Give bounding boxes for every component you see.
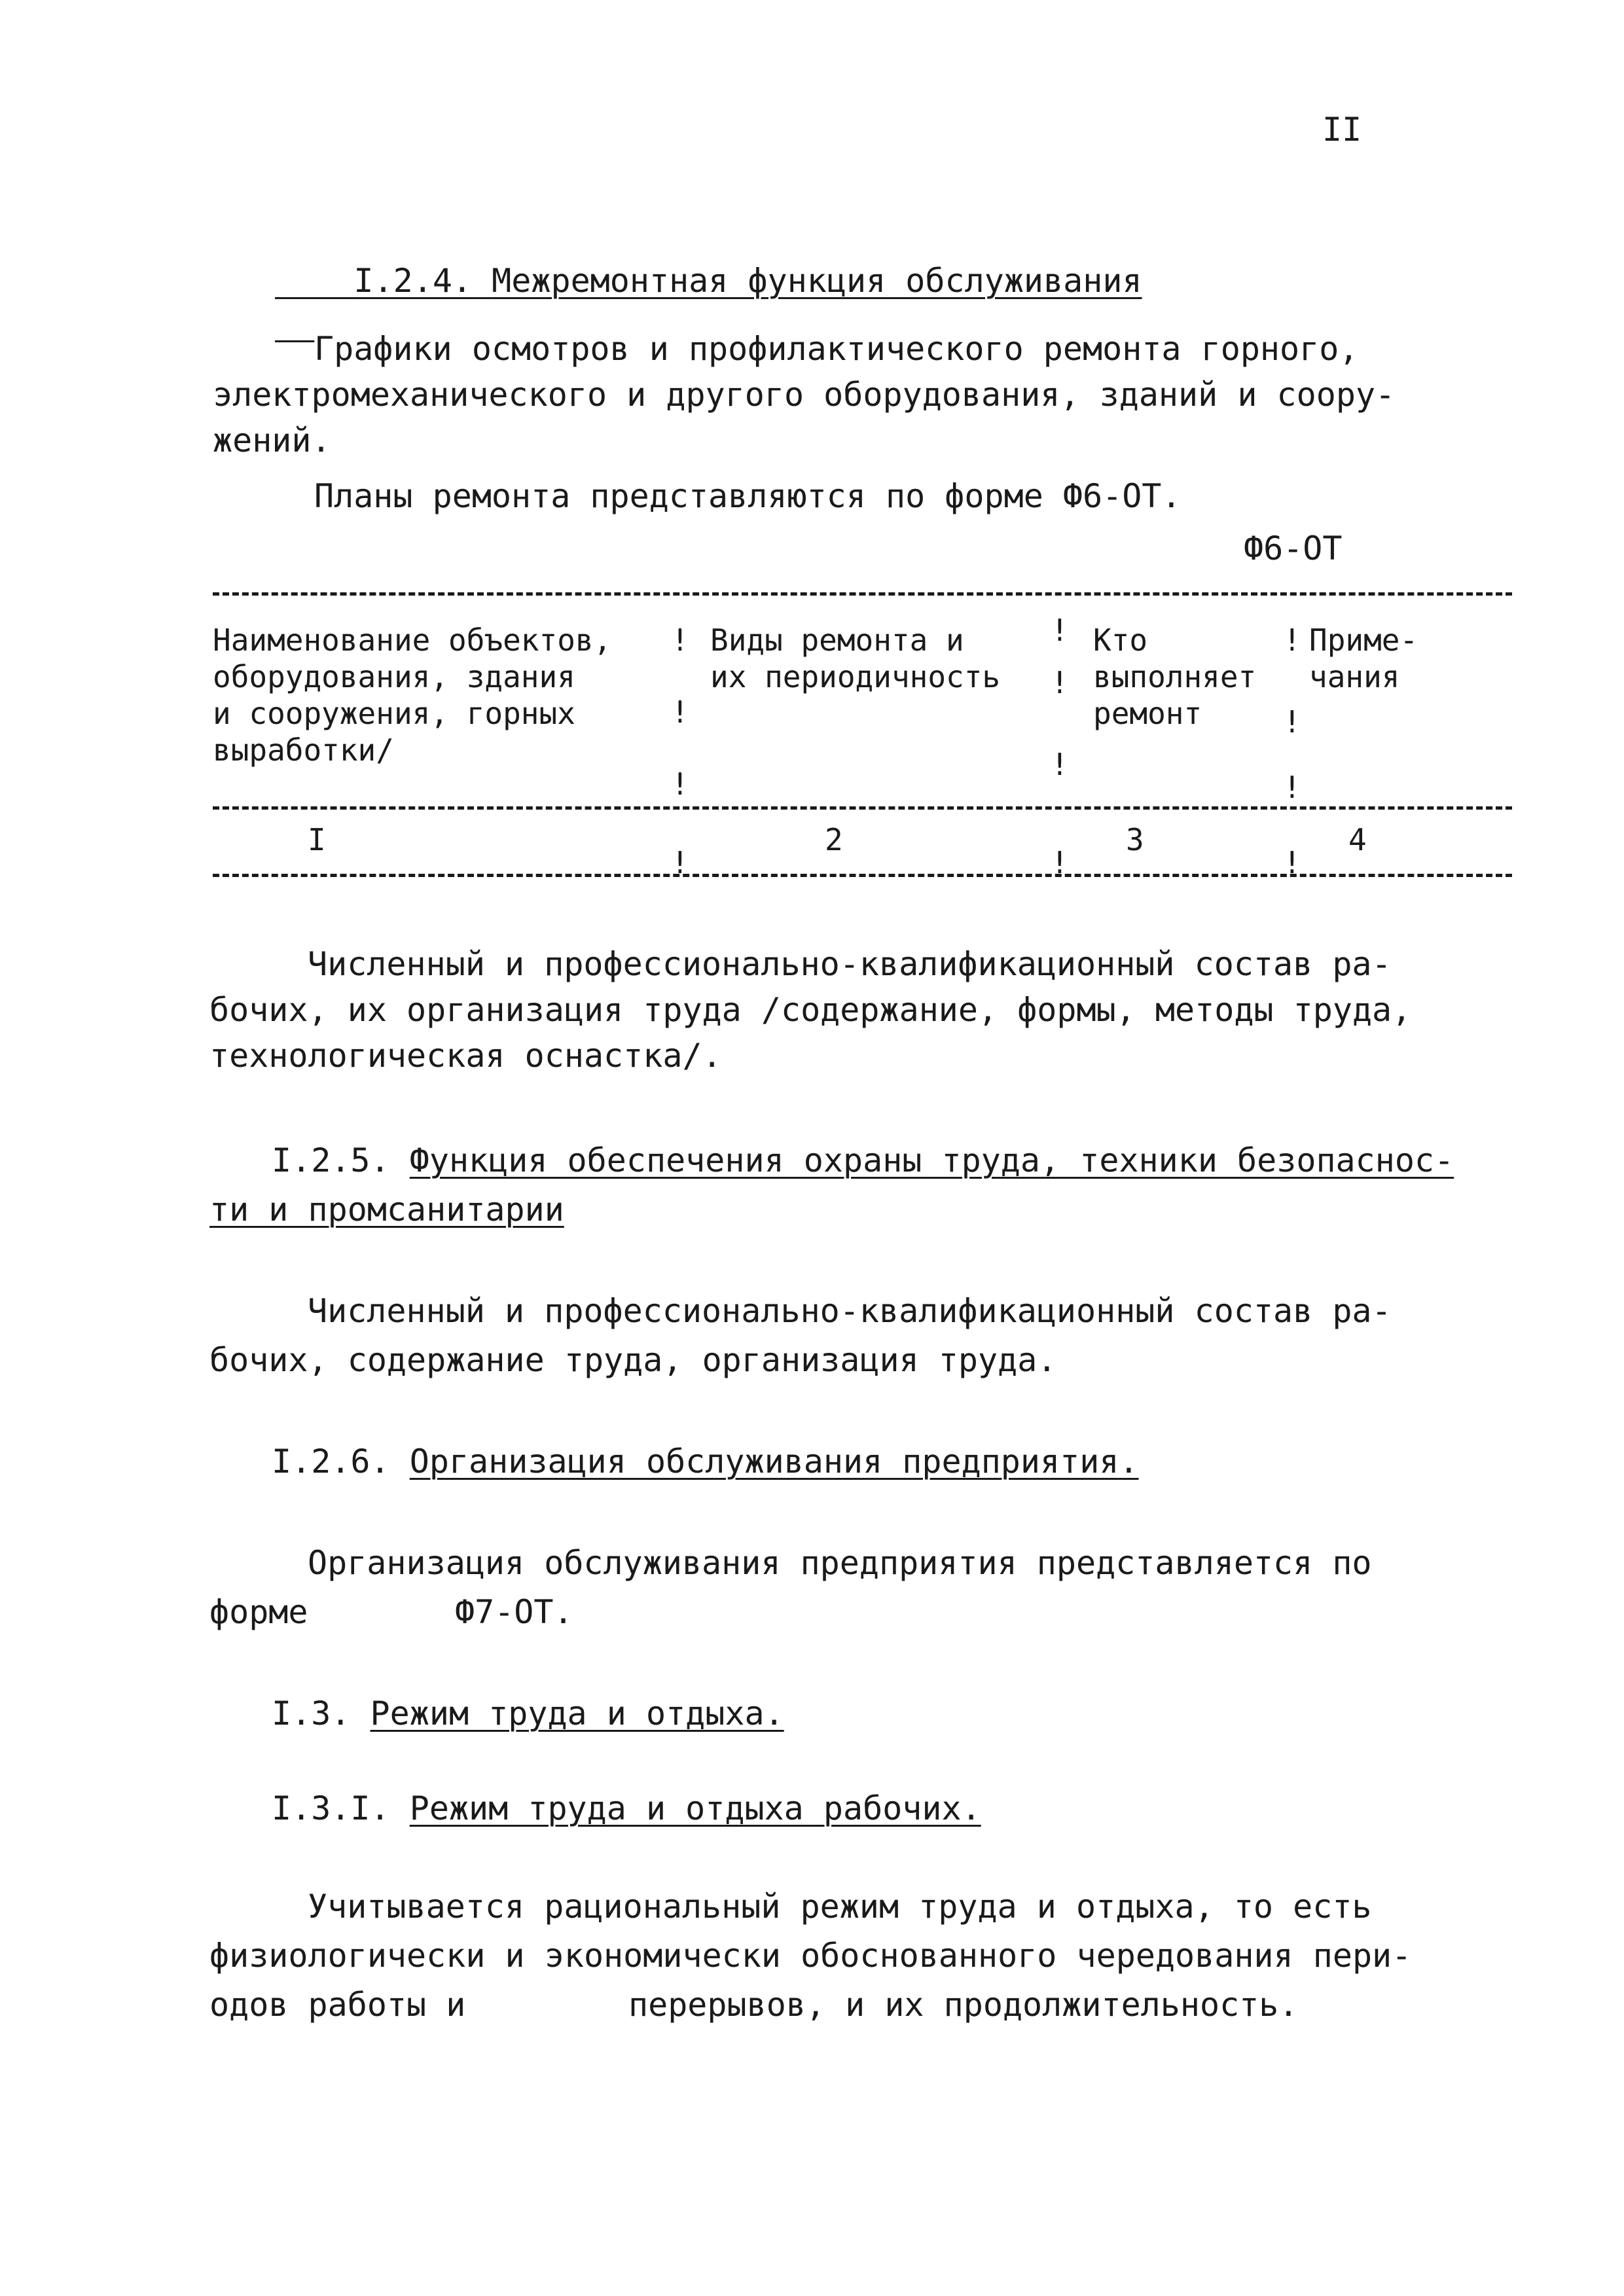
- section-title-line: ти и промсанитарии: [209, 1191, 564, 1229]
- paragraph-line: Численный и профессионально-квалификационный состав ра-: [308, 945, 1392, 983]
- paragraph-line: Организация обслуживания предприятия представляется по: [308, 1544, 1372, 1582]
- section-title: Межремонтная функция обслуживания: [492, 262, 1142, 300]
- column-separator: !: [1051, 845, 1069, 880]
- table-header-cell-3: Кто выполняет ремонт: [1093, 622, 1257, 731]
- section-number: I.2.5.: [272, 1141, 390, 1179]
- paragraph-word: форме: [209, 1593, 308, 1631]
- column-separator: !: [1051, 747, 1069, 782]
- section-number: I.2.4.: [353, 262, 473, 300]
- paragraph-line: Учитывается рациональный режим труда и отдыха, то есть: [308, 1888, 1372, 1926]
- paragraph-line: бочих, содержание труда, организация труда.: [209, 1341, 1057, 1379]
- paragraph-line: электромеханического и другого оборудования, зданий и соору-: [213, 376, 1396, 414]
- paragraph-line: жений.: [213, 422, 331, 459]
- paragraph-line: физиологически и экономически обоснованного чередования пери-: [209, 1937, 1412, 1975]
- paragraph-line: Графики осмотров и профилактического ремонта горного,: [314, 330, 1359, 368]
- column-separator: !: [1283, 845, 1301, 880]
- table-rule-bottom: [213, 874, 1512, 877]
- table-rule-middle: [213, 806, 1512, 810]
- section-number: I.3.: [272, 1695, 351, 1732]
- table-header-cell-4: Приме- чания: [1309, 622, 1418, 694]
- section-title: Организация обслуживания предприятия.: [409, 1443, 1139, 1480]
- table-rule-top: [213, 592, 1512, 596]
- section-number: I.3.I.: [272, 1789, 390, 1827]
- section-heading-1-2-5: [272, 1139, 1454, 1182]
- column-separator: !: [1051, 665, 1069, 700]
- column-number-2: 2: [825, 822, 843, 857]
- column-separator: !: [1283, 704, 1301, 740]
- paragraph-line: технологическая оснастка/.: [209, 1037, 722, 1075]
- paragraph-line: одов работы и: [209, 1986, 466, 2024]
- section-title-line: Функция обеспечения охраны труда, техники безопаснос-: [409, 1141, 1454, 1179]
- paragraph-line: бочих, их организация труда /содержание, формы, методы труда,: [209, 991, 1412, 1029]
- column-separator: !: [671, 694, 689, 730]
- paragraph-line: Планы ремонта представляются по форме Ф6-ОТ.: [314, 477, 1182, 515]
- section-title: Режим труда и отдыха рабочих.: [409, 1789, 981, 1827]
- section-heading-1-2-4: [275, 216, 1142, 346]
- page-number: II: [1322, 111, 1362, 149]
- column-number-1: I: [308, 822, 326, 857]
- paragraph-line: перерывов, и их продолжительность.: [628, 1986, 1299, 2024]
- column-separator: !: [1283, 770, 1301, 805]
- form-reference: Ф7-ОТ.: [455, 1593, 573, 1631]
- section-heading-1-3-1: [272, 1787, 981, 1830]
- table-header-cell-1: Наименование объектов, оборудования, здания и сооружения, горных выработки/: [213, 622, 612, 768]
- form-label: Ф6-ОТ: [1244, 529, 1343, 567]
- column-separator: !: [1283, 622, 1301, 658]
- section-number: I.2.6.: [272, 1443, 390, 1480]
- section-heading-1-3: [272, 1692, 784, 1735]
- section-title: Режим труда и отдыха.: [370, 1695, 784, 1732]
- paragraph-line: Численный и профессионально-квалификационный состав ра-: [308, 1292, 1392, 1330]
- column-separator: !: [1051, 613, 1069, 648]
- table-header-cell-2: Виды ремонта и их периодичность: [710, 622, 1001, 694]
- column-number-3: 3: [1126, 822, 1144, 857]
- column-separator: !: [671, 622, 689, 658]
- column-separator: !: [671, 766, 689, 802]
- column-number-4: 4: [1348, 822, 1367, 857]
- column-separator: !: [671, 845, 689, 880]
- section-heading-1-2-6: [272, 1440, 1139, 1483]
